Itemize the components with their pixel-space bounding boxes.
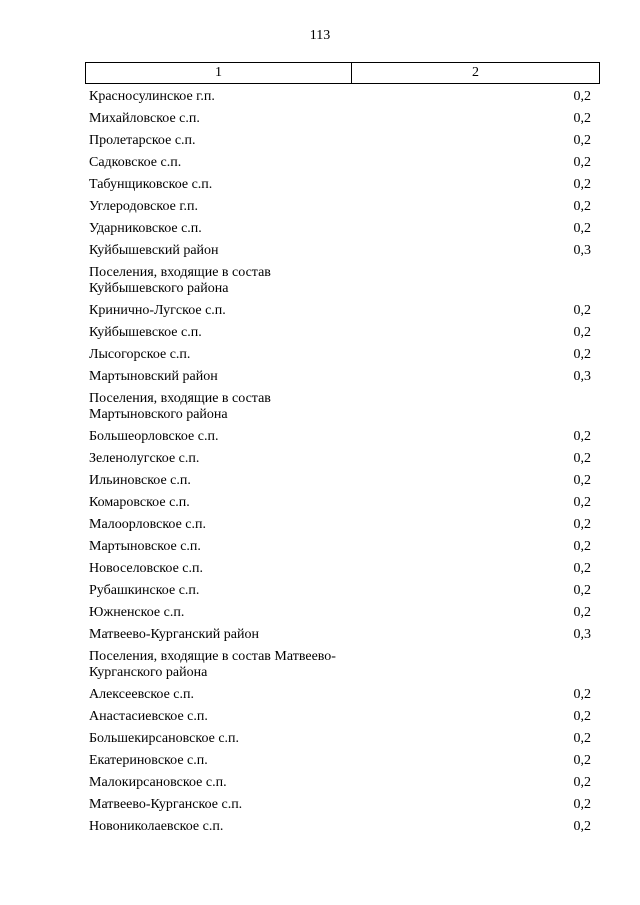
table-row (89, 602, 591, 624)
row-name: Мартыновское с.п. (89, 539, 201, 554)
table-row (89, 174, 591, 196)
table-header (85, 62, 600, 84)
row-name: Мартыновский район (89, 369, 218, 384)
table-row (89, 536, 591, 558)
row-name: Поселения, входящие в состав Куйбышевского района (89, 265, 271, 296)
row-name: Куйбышевский район (89, 243, 219, 258)
page-number: 113 (309, 28, 331, 43)
table-row (89, 130, 591, 152)
row-name: Большекирсановское с.п. (89, 731, 240, 746)
row-value: 0,2 (573, 429, 591, 444)
row-name: Новоселовское с.п. (89, 561, 203, 576)
row-value: 0,2 (573, 709, 591, 724)
table-row (89, 86, 591, 108)
row-name: Куйбышевское с.п. (89, 325, 202, 340)
table-row (89, 196, 591, 218)
row-value: 0,2 (573, 473, 591, 488)
row-value: 0,2 (573, 133, 591, 148)
row-name: Матвеево-Курганский район (89, 627, 259, 642)
row-name: Рубашкинское с.п. (89, 583, 200, 598)
table-row (89, 684, 591, 706)
row-name: Ударниковское с.п. (89, 221, 202, 236)
row-name: Поселения, входящие в состав Матвеево-Курганского района (89, 649, 336, 680)
row-value: 0,3 (573, 627, 591, 642)
row-value: 0,2 (573, 303, 591, 318)
table-row (89, 218, 591, 240)
row-name: Пролетарское с.п. (89, 133, 196, 148)
row-value: 0,2 (573, 583, 591, 598)
table-row (89, 728, 591, 750)
row-name: Красносулинское г.п. (89, 89, 215, 104)
row-value: 0,2 (573, 347, 591, 362)
table-row (89, 558, 591, 580)
row-name: Табунщиковское с.п. (89, 177, 213, 192)
row-name: Новониколаевское с.п. (89, 819, 224, 834)
row-value: 0,2 (573, 797, 591, 812)
row-value: 0,2 (573, 155, 591, 170)
row-value: 0,2 (573, 687, 591, 702)
row-name: Лысогорское с.п. (89, 347, 191, 362)
table-row (89, 366, 591, 388)
row-value: 0,2 (573, 561, 591, 576)
table-row (89, 816, 591, 838)
table-row (89, 514, 591, 536)
table-row (89, 706, 591, 728)
row-name: Малоорловское с.п. (89, 517, 206, 532)
row-name: Михайловское с.п. (89, 111, 200, 126)
row-name: Кринично-Лугское с.п. (89, 303, 226, 318)
row-name: Садковское с.п. (89, 155, 182, 170)
table-row (89, 426, 591, 448)
row-name: Большеорловское с.п. (89, 429, 219, 444)
table-row (89, 262, 591, 300)
row-value: 0,2 (573, 539, 591, 554)
row-name: Зеленолугское с.п. (89, 451, 200, 466)
table-row (89, 772, 591, 794)
row-name: Углеродовское г.п. (89, 199, 199, 214)
row-value: 0,2 (573, 495, 591, 510)
table-row (89, 470, 591, 492)
table-row (89, 388, 591, 426)
row-value: 0,2 (573, 325, 591, 340)
row-value: 0,2 (573, 89, 591, 104)
table-row (89, 794, 591, 816)
table-row (89, 108, 591, 130)
row-value: 0,2 (573, 199, 591, 214)
row-value: 0,2 (573, 819, 591, 834)
column-header-2: 2 (472, 65, 479, 80)
row-value: 0,2 (573, 517, 591, 532)
row-value: 0,2 (573, 605, 591, 620)
table-row (89, 344, 591, 366)
table-row (89, 750, 591, 772)
column-header-1: 1 (86, 63, 352, 83)
row-name: Поселения, входящие в состав Мартыновского района (89, 391, 271, 422)
row-value: 0,2 (573, 221, 591, 236)
table-row (89, 322, 591, 344)
table-row (89, 240, 591, 262)
table-row (89, 646, 591, 684)
row-name: Матвеево-Курганское с.п. (89, 797, 243, 812)
row-name: Екатериновское с.п. (89, 753, 208, 768)
table-row (89, 624, 591, 646)
row-name: Алексеевское с.п. (89, 687, 194, 702)
table-row (89, 580, 591, 602)
row-value: 0,3 (573, 369, 591, 384)
row-value: 0,2 (573, 731, 591, 746)
row-value: 0,2 (573, 451, 591, 466)
row-name: Анастасиевское с.п. (89, 709, 208, 724)
row-name: Комаровское с.п. (89, 495, 190, 510)
row-name: Ильиновское с.п. (89, 473, 191, 488)
table-body (89, 86, 591, 838)
table-row (89, 492, 591, 514)
table-row (89, 152, 591, 174)
row-name: Малокирсановское с.п. (89, 775, 227, 790)
row-name: Южненское с.п. (89, 605, 185, 620)
row-value: 0,2 (573, 753, 591, 768)
table-row (89, 300, 591, 322)
row-value: 0,2 (573, 111, 591, 126)
row-value: 0,2 (573, 775, 591, 790)
row-value: 0,2 (573, 177, 591, 192)
row-value: 0,3 (573, 243, 591, 258)
table-row (89, 448, 591, 470)
